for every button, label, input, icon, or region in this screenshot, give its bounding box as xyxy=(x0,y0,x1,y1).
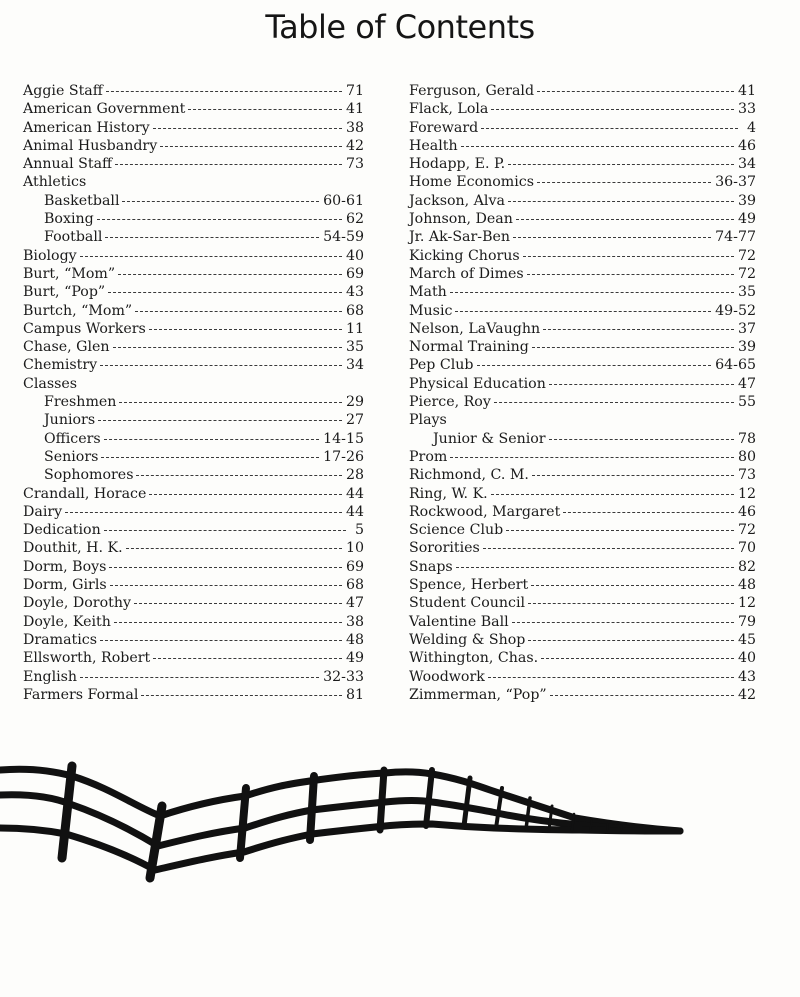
toc-entry-label: Science Club xyxy=(409,522,504,539)
toc-entry-page: 73 xyxy=(345,156,364,173)
toc-entry-label: Johnson, Dean xyxy=(409,211,513,228)
dot-leader xyxy=(149,493,342,495)
dot-leader xyxy=(122,200,319,202)
toc-entry-page: 81 xyxy=(345,686,364,703)
toc-entry-page: 27 xyxy=(345,412,364,429)
dot-leader xyxy=(531,584,734,586)
toc-entry xyxy=(23,119,364,137)
toc-entry-page: 60-61 xyxy=(323,192,364,209)
toc-entry-page: 47 xyxy=(345,595,364,612)
toc-entry-label: American History xyxy=(23,119,150,136)
toc-entry xyxy=(23,521,364,539)
toc-entry-page: 72 xyxy=(737,265,756,282)
dot-leader xyxy=(563,511,734,513)
toc-entry-page: 48 xyxy=(345,631,364,648)
toc-entry-label: Douthit, H. K. xyxy=(23,540,123,557)
dot-leader xyxy=(550,694,734,696)
dot-leader xyxy=(537,90,734,92)
toc-entry-label: Burt, “Mom” xyxy=(23,265,116,282)
toc-entry xyxy=(23,539,364,557)
toc-entry-page: 71 xyxy=(345,83,364,99)
dot-leader xyxy=(108,291,342,293)
toc-entry-page: 11 xyxy=(345,320,364,337)
toc-entry xyxy=(409,247,756,265)
toc-entry-label: Spence, Herbert xyxy=(409,577,529,594)
dot-leader xyxy=(523,255,734,257)
dot-leader xyxy=(508,163,734,165)
toc-entry-page: 73 xyxy=(737,467,756,484)
toc-entry xyxy=(23,137,364,155)
toc-entry-label: Student Council xyxy=(409,595,526,612)
toc-entry-page: 39 xyxy=(737,339,756,356)
toc-entry xyxy=(23,558,364,576)
dot-leader xyxy=(105,236,319,238)
toc-entry-page: 49 xyxy=(737,211,756,228)
toc-entry-label: Nelson, LaVaughn xyxy=(409,320,541,337)
toc-entry xyxy=(409,558,756,576)
toc-entry xyxy=(23,668,364,686)
toc-entry-label: Snaps xyxy=(409,558,453,575)
dot-leader xyxy=(549,383,734,385)
dot-leader xyxy=(141,694,342,696)
dot-leader xyxy=(528,639,734,641)
toc-entry-page: 54-59 xyxy=(323,229,364,246)
dot-leader xyxy=(450,456,734,458)
toc-entry-label: Zimmerman, “Pop” xyxy=(409,686,547,703)
toc-entry xyxy=(23,320,364,338)
toc-entry xyxy=(409,393,756,411)
toc-entry-label: Prom xyxy=(409,448,448,465)
dot-leader xyxy=(80,676,319,678)
toc-entry-label: Dramatics xyxy=(23,631,97,648)
toc-entry-label: Farmers Formal xyxy=(23,686,139,703)
dot-leader xyxy=(516,218,734,220)
toc-entry-label: Junior & Senior xyxy=(433,430,546,447)
toc-entry xyxy=(23,338,364,356)
toc-entry-label: Freshmen xyxy=(44,394,117,411)
dot-leader xyxy=(513,236,711,238)
dot-leader xyxy=(528,602,734,604)
toc-entry-label: Burtch, “Mom” xyxy=(23,302,133,319)
toc-entry-page: 40 xyxy=(737,650,756,667)
dot-leader xyxy=(115,163,342,165)
toc-entry xyxy=(409,173,756,191)
toc-entry-page: 33 xyxy=(737,101,756,118)
toc-entry-page: 42 xyxy=(737,686,756,703)
toc-entry-label: Ellsworth, Robert xyxy=(23,650,151,667)
toc-entry-label: Doyle, Dorothy xyxy=(23,595,131,612)
dot-leader xyxy=(491,108,734,110)
toc-entry-label: Dairy xyxy=(23,503,63,520)
toc-entry xyxy=(409,320,756,338)
toc-entry xyxy=(409,594,756,612)
toc-entry-page: 70 xyxy=(737,540,756,557)
toc-entry-label: Officers xyxy=(44,430,101,447)
toc-entry-page: 41 xyxy=(345,101,364,118)
toc-entry-label: Doyle, Keith xyxy=(23,613,111,630)
toc-entry xyxy=(409,228,756,246)
toc-column-right xyxy=(409,82,756,704)
toc-entry-label: Ring, W. K. xyxy=(409,485,488,502)
dot-leader xyxy=(100,364,342,366)
dot-leader xyxy=(80,255,342,257)
toc-entry xyxy=(23,356,364,374)
dot-leader xyxy=(537,181,711,183)
toc-entry xyxy=(23,594,364,612)
toc-entry-label: Classes xyxy=(23,375,78,392)
toc-entry-label: Boxing xyxy=(44,211,94,228)
toc-entry xyxy=(409,503,756,521)
toc-entry-page: 14-15 xyxy=(323,430,364,447)
toc-entry xyxy=(23,210,364,228)
dot-leader xyxy=(494,401,734,403)
toc-entry-label: Seniors xyxy=(44,448,99,465)
toc-entry-label: Physical Education xyxy=(409,375,546,392)
toc-entry xyxy=(409,539,756,557)
dot-leader xyxy=(135,310,342,312)
dot-leader xyxy=(477,364,712,366)
toc-entry-page: 46 xyxy=(737,137,756,154)
toc-entry-label: Flack, Lola xyxy=(409,101,489,118)
toc-entry-label: English xyxy=(23,668,78,685)
dot-leader xyxy=(483,547,734,549)
toc-entry-label: Pep Club xyxy=(409,357,474,374)
toc-entry-label: Dorm, Boys xyxy=(23,558,107,575)
toc-entry-page: 49-52 xyxy=(715,302,756,319)
toc-entry-page: 28 xyxy=(345,467,364,484)
dot-leader xyxy=(101,456,319,458)
toc-entry-page: 72 xyxy=(737,522,756,539)
toc-entry-label: Music xyxy=(409,302,453,319)
toc-entry-page: 10 xyxy=(345,540,364,557)
dot-leader xyxy=(109,566,342,568)
toc-entry-label: Crandall, Horace xyxy=(23,485,147,502)
toc-entry-page: 38 xyxy=(345,119,364,136)
toc-entry xyxy=(23,265,364,283)
toc-entry-label: Aggie Staff xyxy=(23,83,103,99)
toc-section-heading xyxy=(23,375,364,393)
toc-entry-page: 68 xyxy=(345,302,364,319)
toc-entry xyxy=(409,613,756,631)
toc-entry-page: 78 xyxy=(737,430,756,447)
toc-entry xyxy=(409,631,756,649)
toc-entry xyxy=(409,448,756,466)
fence-illustration xyxy=(0,748,700,888)
toc-entry-page: 39 xyxy=(737,192,756,209)
dot-leader xyxy=(134,602,342,604)
toc-entry-page: 29 xyxy=(345,394,364,411)
toc-entry xyxy=(409,466,756,484)
toc-entry-label: Sororities xyxy=(409,540,480,557)
toc-entry-label: Campus Workers xyxy=(23,320,146,337)
toc-entry-page: 72 xyxy=(737,247,756,264)
dot-leader xyxy=(549,438,734,440)
toc-entry xyxy=(409,576,756,594)
toc-entry xyxy=(409,265,756,283)
toc-entry xyxy=(23,302,364,320)
toc-entry-label: Rockwood, Margaret xyxy=(409,503,561,520)
toc-entry-page: 43 xyxy=(737,668,756,685)
toc-entry xyxy=(23,228,364,246)
toc-entry-label: Chase, Glen xyxy=(23,339,110,356)
toc-entry-label: Valentine Ball xyxy=(409,613,509,630)
dot-leader xyxy=(65,511,342,513)
toc-entry-page: 45 xyxy=(737,631,756,648)
toc-entry xyxy=(409,137,756,155)
dot-leader xyxy=(488,676,734,678)
toc-entry xyxy=(23,82,364,100)
dot-leader xyxy=(481,127,738,129)
toc-entry xyxy=(23,503,364,521)
dot-leader xyxy=(110,584,342,586)
dot-leader xyxy=(532,474,734,476)
toc-entry-page: 74-77 xyxy=(715,229,756,246)
toc-entry-page: 12 xyxy=(737,595,756,612)
toc-entry-page: 49 xyxy=(345,650,364,667)
dot-leader xyxy=(541,657,734,659)
toc-entry xyxy=(409,375,756,393)
toc-entry-page: 64-65 xyxy=(715,357,756,374)
dot-leader xyxy=(491,493,734,495)
dot-leader xyxy=(455,310,711,312)
toc-entry-label: Dorm, Girls xyxy=(23,577,107,594)
toc-entry-page: 82 xyxy=(737,558,756,575)
dot-leader xyxy=(104,529,346,531)
dot-leader xyxy=(114,621,342,623)
toc-entry xyxy=(409,283,756,301)
toc-entry xyxy=(23,576,364,594)
toc-entry-label: Foreward xyxy=(409,119,479,136)
toc-entry xyxy=(409,82,756,100)
toc-entry-page: 46 xyxy=(737,503,756,520)
dot-leader xyxy=(100,639,342,641)
toc-entry-page: 12 xyxy=(737,485,756,502)
toc-entry-page: 44 xyxy=(345,503,364,520)
toc-entry-page: 79 xyxy=(737,613,756,630)
toc-entry xyxy=(409,119,756,137)
toc-entry-page: 37 xyxy=(737,320,756,337)
toc-entry-page: 40 xyxy=(345,247,364,264)
toc-entry xyxy=(23,155,364,173)
dot-leader xyxy=(149,328,342,330)
toc-entry-page: 47 xyxy=(737,375,756,392)
toc-entry-label: Health xyxy=(409,137,458,154)
toc-entry-label: Football xyxy=(44,229,103,246)
dot-leader xyxy=(106,90,342,92)
dot-leader xyxy=(532,346,734,348)
toc-section-heading xyxy=(409,411,756,429)
toc-entry-page: 69 xyxy=(345,265,364,282)
toc-entry-label: Withington, Chas. xyxy=(409,650,539,667)
toc-entry-page: 43 xyxy=(345,284,364,301)
toc-entry xyxy=(23,649,364,667)
toc-entry-page: 41 xyxy=(737,83,756,99)
toc-entry-page: 38 xyxy=(345,613,364,630)
dot-leader xyxy=(160,145,342,147)
toc-entry xyxy=(23,485,364,503)
dot-leader xyxy=(512,621,734,623)
dot-leader xyxy=(126,547,342,549)
toc-entry-label: Woodwork xyxy=(409,668,485,685)
toc-entry xyxy=(409,302,756,320)
toc-entry xyxy=(23,393,364,411)
toc-entry xyxy=(409,686,756,704)
toc-entry xyxy=(23,448,364,466)
dot-leader xyxy=(527,273,734,275)
toc-section-heading xyxy=(23,173,364,191)
dot-leader xyxy=(188,108,342,110)
toc-entry xyxy=(23,283,364,301)
toc-entry xyxy=(409,155,756,173)
toc-entry xyxy=(409,430,756,448)
toc-entry xyxy=(23,613,364,631)
toc-entry xyxy=(409,668,756,686)
toc-column-left xyxy=(23,82,364,704)
toc-entry-label: Hodapp, E. P. xyxy=(409,156,506,173)
toc-entry-label: Burt, “Pop” xyxy=(23,284,106,301)
toc-entry-label: Biology xyxy=(23,247,77,264)
toc-entry-label: Richmond, C. M. xyxy=(409,467,529,484)
dot-leader xyxy=(450,291,734,293)
toc-entry-label: Normal Training xyxy=(409,339,529,356)
toc-entry-page: 68 xyxy=(345,577,364,594)
dot-leader xyxy=(118,273,342,275)
toc-entry-label: Sophomores xyxy=(44,467,134,484)
toc-entry-page: 69 xyxy=(345,558,364,575)
toc-entry xyxy=(23,631,364,649)
dot-leader xyxy=(136,474,341,476)
toc-entry-label: Athletics xyxy=(23,174,87,191)
dot-leader xyxy=(506,529,734,531)
toc-entry-page: 17-26 xyxy=(323,448,364,465)
toc-entry xyxy=(409,100,756,118)
toc-entry-page: 62 xyxy=(345,211,364,228)
toc-entry xyxy=(409,485,756,503)
toc-entry-label: Plays xyxy=(409,412,447,429)
toc-entry-page: 35 xyxy=(345,339,364,356)
toc-entry-label: Animal Husbandry xyxy=(23,137,158,154)
toc-entry xyxy=(23,411,364,429)
toc-entry-label: Jr. Ak-Sar-Ben xyxy=(409,229,511,246)
toc-entry xyxy=(23,686,364,704)
toc-entry xyxy=(23,100,364,118)
toc-entry-page: 48 xyxy=(737,577,756,594)
toc-entry xyxy=(409,649,756,667)
toc-entry-page: 35 xyxy=(737,284,756,301)
dot-leader xyxy=(104,438,319,440)
toc-entry-label: Chemistry xyxy=(23,357,98,374)
dot-leader xyxy=(153,657,342,659)
toc-entry-label: Home Economics xyxy=(409,174,535,191)
toc-entry-page: 80 xyxy=(737,448,756,465)
page-title: Table of Contents xyxy=(265,8,535,46)
toc-entry xyxy=(409,338,756,356)
dot-leader xyxy=(543,328,734,330)
toc-entry-page: 34 xyxy=(737,156,756,173)
toc-entry-label: Welding & Shop xyxy=(409,631,526,648)
toc-entry-label: Pierce, Roy xyxy=(409,394,491,411)
toc-entry-page: 32-33 xyxy=(323,668,364,685)
toc-entry-label: Math xyxy=(409,284,447,301)
toc-entry-page: 5 xyxy=(354,522,364,539)
toc-entry xyxy=(23,430,364,448)
dot-leader xyxy=(153,127,342,129)
toc-entry-page: 34 xyxy=(345,357,364,374)
dot-leader xyxy=(508,200,734,202)
toc-entry-page: 4 xyxy=(746,119,756,136)
toc-entry-page: 42 xyxy=(345,137,364,154)
toc-entry-label: Kicking Chorus xyxy=(409,247,520,264)
toc-entry-label: Dedication xyxy=(23,522,101,539)
toc-entry xyxy=(23,466,364,484)
toc-entry-label: Annual Staff xyxy=(23,156,113,173)
dot-leader xyxy=(113,346,342,348)
toc-entry-label: Juniors xyxy=(44,412,96,429)
dot-leader xyxy=(98,419,342,421)
dot-leader xyxy=(97,218,342,220)
dot-leader xyxy=(119,401,342,403)
toc-entry-label: March of Dimes xyxy=(409,265,524,282)
toc-entry xyxy=(409,356,756,374)
toc-entry xyxy=(23,247,364,265)
toc-entry-label: Ferguson, Gerald xyxy=(409,83,535,99)
dot-leader xyxy=(456,566,734,568)
toc-entry-label: American Government xyxy=(23,101,186,118)
toc-entry xyxy=(23,192,364,210)
toc-entry xyxy=(409,192,756,210)
toc-entry xyxy=(409,210,756,228)
toc-entry xyxy=(409,521,756,539)
toc-entry-page: 44 xyxy=(345,485,364,502)
toc-entry-label: Jackson, Alva xyxy=(409,192,505,209)
toc-entry-page: 36-37 xyxy=(715,174,756,191)
toc-entry-label: Basketball xyxy=(44,192,120,209)
dot-leader xyxy=(461,145,734,147)
toc-entry-page: 55 xyxy=(737,394,756,411)
